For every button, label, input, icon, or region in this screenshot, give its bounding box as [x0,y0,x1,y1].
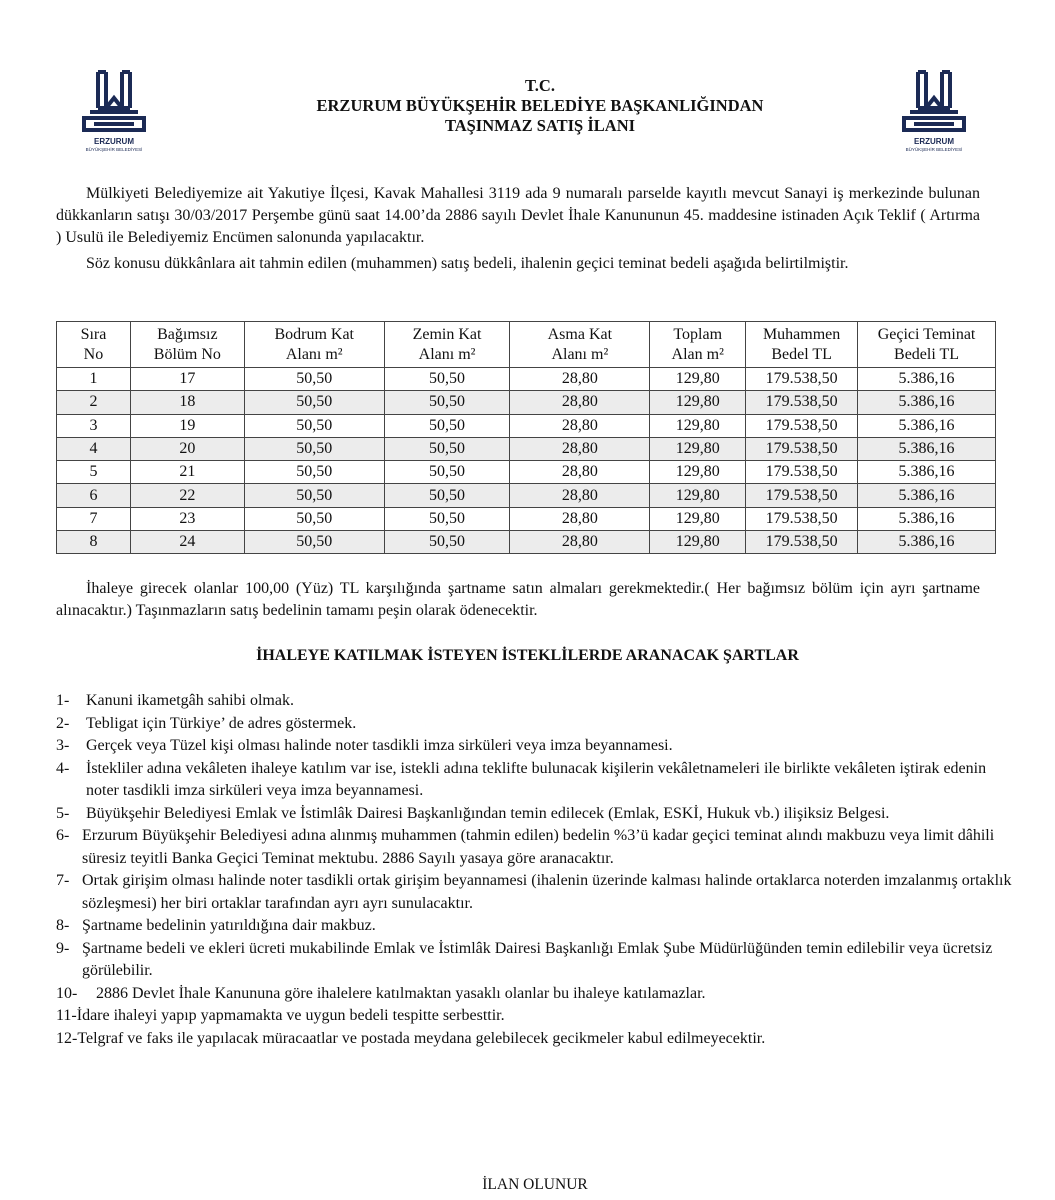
table-row [57,507,996,530]
table-header-cell [510,322,650,368]
table-header-label: Geçici Teminat [877,325,976,343]
table-cell: 6 [57,484,131,507]
table-header-label: Alanı m² [285,345,343,363]
list-item [56,915,1016,938]
table-row [57,414,996,437]
condition-number: 2- [56,714,70,732]
list-item [56,983,1016,1006]
table-header-label: Sıra [80,325,107,343]
table-cell: 129,80 [650,484,746,507]
table-header-label: Bedel TL [771,345,832,363]
table-cell: 17 [130,368,244,391]
table-cell: 179.538,50 [746,484,858,507]
condition-number: 11- [56,1007,77,1024]
logo-subtext: BÜYÜKŞEHİR BELEDİYESİ [905,147,963,152]
table-header-label: Alanı m² [551,345,609,363]
table-header-cell [858,322,996,368]
municipality-logo-right [898,68,970,154]
table-cell: 50,50 [384,461,510,484]
table-cell: 5.386,16 [858,391,996,414]
logo-text: ERZURUM [914,137,954,146]
table-cell: 179.538,50 [746,391,858,414]
table-cell: 28,80 [510,391,650,414]
table-header-label: Bağımsız [157,325,218,343]
specification-paragraph [56,578,980,622]
table-cell: 21 [130,461,244,484]
table-row [57,461,996,484]
table-cell: 50,50 [244,461,384,484]
table-header-row [57,322,996,368]
condition-text: 2886 Devlet İhale Kanununa göre ihalelere katılmaktan yasaklı olanlar bu ihaleye katılamazlar. [96,984,706,1002]
table-cell: 179.538,50 [746,507,858,530]
list-item [56,938,1016,983]
table-header-cell [746,322,858,368]
table-cell: 129,80 [650,531,746,554]
table-cell: 50,50 [244,531,384,554]
condition-number: 3- [56,737,70,754]
table-header-label: Muhammen [762,325,841,343]
table-header-cell [57,322,131,368]
intro-paragraph-1 [56,183,980,249]
table-header-cell [244,322,384,368]
table-cell: 50,50 [244,368,384,391]
specification-paragraph-text: İhaleye girecek olanlar 100,00 (Yüz) TL karşılığında şartname satın almaları gerekmektedir.( Her bağımsız bölüm için ayrı şartname alınacaktır.) Taşınmazların satış bedelinin tamamı peşin olarak ödenecektir. [56,580,980,619]
table-cell: 50,50 [244,391,384,414]
table-cell: 129,80 [650,368,746,391]
intro-paragraph-1-text: Mülkiyeti Belediyemize ait Yakutiye İlçesi, Kavak Mahallesi 3119 ada 9 numaralı parselde kayıtlı mevcut Sanayi iş merkezinde bulunan dükkanların satışı 30/03/2017 Perşembe günü saat 14.00’da 2886 sayılı Devlet İhale Kanununun 45. maddesine istinaden Açık Teklif ( Artırma ) Usulü ile Belediyemiz Encümen salonunda yapılacaktır. [56,185,980,246]
table-row [57,484,996,507]
table-header-label: Alan m² [671,345,724,363]
table-cell: 179.538,50 [746,437,858,460]
conditions-title: İHALEYE KATILMAK İSTEYEN İSTEKLİLERDE ARANACAK ŞARTLAR [256,647,799,664]
table-cell: 129,80 [650,391,746,414]
municipality-logo-left [78,68,150,154]
table-cell: 50,50 [384,531,510,554]
logo-subtext: BÜYÜKŞEHİR BELEDİYESİ [85,147,143,152]
table-cell: 129,80 [650,414,746,437]
table-cell: 20 [130,437,244,460]
table-cell: 179.538,50 [746,461,858,484]
table-cell: 28,80 [510,507,650,530]
table-cell: 50,50 [244,507,384,530]
table-cell: 5.386,16 [858,368,996,391]
condition-number: 10- [56,984,78,1002]
table-cell: 28,80 [510,414,650,437]
condition-number: 9- [56,939,70,957]
condition-text: Şartname bedeli ve ekleri ücreti mukabilinde Emlak ve İstimlâk Dairesi Başkanlığı Emlak Şube Müdürlüğünden temin edilebilir veya ücretsiz görülebilir. [82,939,993,979]
header-line-title: TAŞINMAZ SATIŞ İLANI [444,116,636,135]
table-cell: 50,50 [384,507,510,530]
table-cell: 1 [57,368,131,391]
header-line-tc: T.C. [525,76,555,95]
footer-announcement: İLAN OLUNUR [482,1176,588,1193]
table-cell: 179.538,50 [746,414,858,437]
table-cell: 28,80 [510,437,650,460]
table-cell: 23 [130,507,244,530]
table-cell: 50,50 [384,484,510,507]
table-cell: 3 [57,414,131,437]
table-row [57,391,996,414]
list-item [56,1028,1016,1051]
property-table [56,321,996,554]
condition-number: 4- [56,759,70,777]
table-cell: 129,80 [650,437,746,460]
table-cell: 5 [57,461,131,484]
table-header-label: Asma Kat [547,325,613,343]
table-cell: 8 [57,531,131,554]
table-header-label: Toplam [673,325,723,343]
table-header-label: Zemin Kat [412,325,482,343]
municipality-emblem-icon [898,68,970,138]
list-item [56,758,1016,803]
table-cell: 28,80 [510,484,650,507]
table-cell: 179.538,50 [746,368,858,391]
list-item [56,803,1016,826]
table-header-cell [130,322,244,368]
table-cell: 5.386,16 [858,437,996,460]
intro-paragraph-2-text: Söz konusu dükkânlara ait tahmin edilen (muhammen) satış bedeli, ihalenin geçici teminat bedeli aşağıda belirtilmiştir. [86,255,849,272]
condition-text: Erzurum Büyükşehir Belediyesi adına alınmış muhammen (tahmin edilen) bedelin %3’ü kadar geçici teminat alındı makbuzu veya limit dâhili süresiz teyitli Banka Geçici Teminat mektubu. 2886 Sayılı yasaya göre aranacaktır. [82,827,995,867]
table-row [57,531,996,554]
intro-paragraph-2 [56,253,980,275]
table-header-cell [384,322,510,368]
table-cell: 4 [57,437,131,460]
table-row [57,437,996,460]
table-cell: 129,80 [650,507,746,530]
table-cell: 7 [57,507,131,530]
table-cell: 50,50 [384,414,510,437]
table-cell: 2 [57,391,131,414]
list-item [56,825,1016,870]
condition-text: İstekliler adına vekâleten ihaleye katılım var ise, istekli adına teklifte bulunacak kişilerin vekâletnameleri ile birlikte vekâleten iştirak edenin noter tasdikli imza sirküleri veya imza beyannamesi. [86,759,987,799]
table-cell: 5.386,16 [858,507,996,530]
table-cell: 50,50 [384,368,510,391]
table-header-label: Bodrum Kat [274,325,354,343]
condition-text: Şartname bedelinin yatırıldığına dair makbuz. [82,917,376,934]
condition-number: 8- [56,917,70,934]
table-header-label: Bedeli TL [894,345,960,363]
condition-text: Kanuni ikametgâh sahibi olmak. [86,692,294,709]
table-cell: 18 [130,391,244,414]
list-item [56,690,1016,713]
table-cell: 50,50 [244,414,384,437]
table-cell: 50,50 [384,391,510,414]
table-cell: 5.386,16 [858,484,996,507]
table-cell: 50,50 [384,437,510,460]
list-item [56,870,1016,915]
table-header-label: Bölüm No [153,345,221,363]
table-row [57,368,996,391]
condition-number: 1- [56,692,70,709]
table-cell: 5.386,16 [858,414,996,437]
header-line-institution: ERZURUM BÜYÜKŞEHİR BELEDİYE BAŞKANLIĞINDAN [316,96,764,115]
document-header [200,76,880,136]
condition-text: Büyükşehir Belediyesi Emlak ve İstimlâk Dairesi Başkanlığından temin edilecek (Emlak, ESKİ, Hukuk vb.) ilişiksiz Belgesi. [86,804,890,822]
table-cell: 28,80 [510,531,650,554]
condition-number: 5- [56,804,70,822]
conditions-list [56,690,1016,1050]
condition-text: Ortak girişim olması halinde noter tasdikli ortak girişim beyannamesi (ihalenin üzerinde kalması halinde ortaklarca noterden imzalanmış ortaklık sözleşmesi) her biri ortaklar tarafından ayrı ayrı sunulacaktır. [82,872,1012,912]
list-item [56,1005,1016,1028]
table-cell: 179.538,50 [746,531,858,554]
municipality-emblem-icon [78,68,150,138]
condition-text: Gerçek veya Tüzel kişi olması halinde noter tasdikli imza sirküleri veya imza beyannamesi. [86,737,673,754]
condition-text: İdare ihaleyi yapıp yapmamakta ve uygun bedeli tespitte serbesttir. [76,1007,505,1024]
table-header-cell [650,322,746,368]
condition-text: Tebligat için Türkiye’ de adres göstermek. [86,714,357,732]
table-cell: 24 [130,531,244,554]
logo-text: ERZURUM [94,137,134,146]
table-cell: 28,80 [510,368,650,391]
table-cell: 129,80 [650,461,746,484]
table-cell: 22 [130,484,244,507]
list-item [56,713,1016,736]
condition-number: 6- [56,827,70,844]
table-header-label: No [83,345,104,363]
condition-number: 7- [56,872,70,889]
table-cell: 5.386,16 [858,461,996,484]
condition-number: 12- [56,1029,78,1047]
list-item [56,735,1016,758]
table-header-label: Alanı m² [418,345,476,363]
table-cell: 50,50 [244,437,384,460]
table-cell: 5.386,16 [858,531,996,554]
table-cell: 28,80 [510,461,650,484]
table-cell: 19 [130,414,244,437]
condition-text: Telgraf ve faks ile yapılacak müracaatlar ve postada meydana gelebilecek gecikmeler kabul edilmeyecektir. [77,1029,766,1047]
table-cell: 50,50 [244,484,384,507]
